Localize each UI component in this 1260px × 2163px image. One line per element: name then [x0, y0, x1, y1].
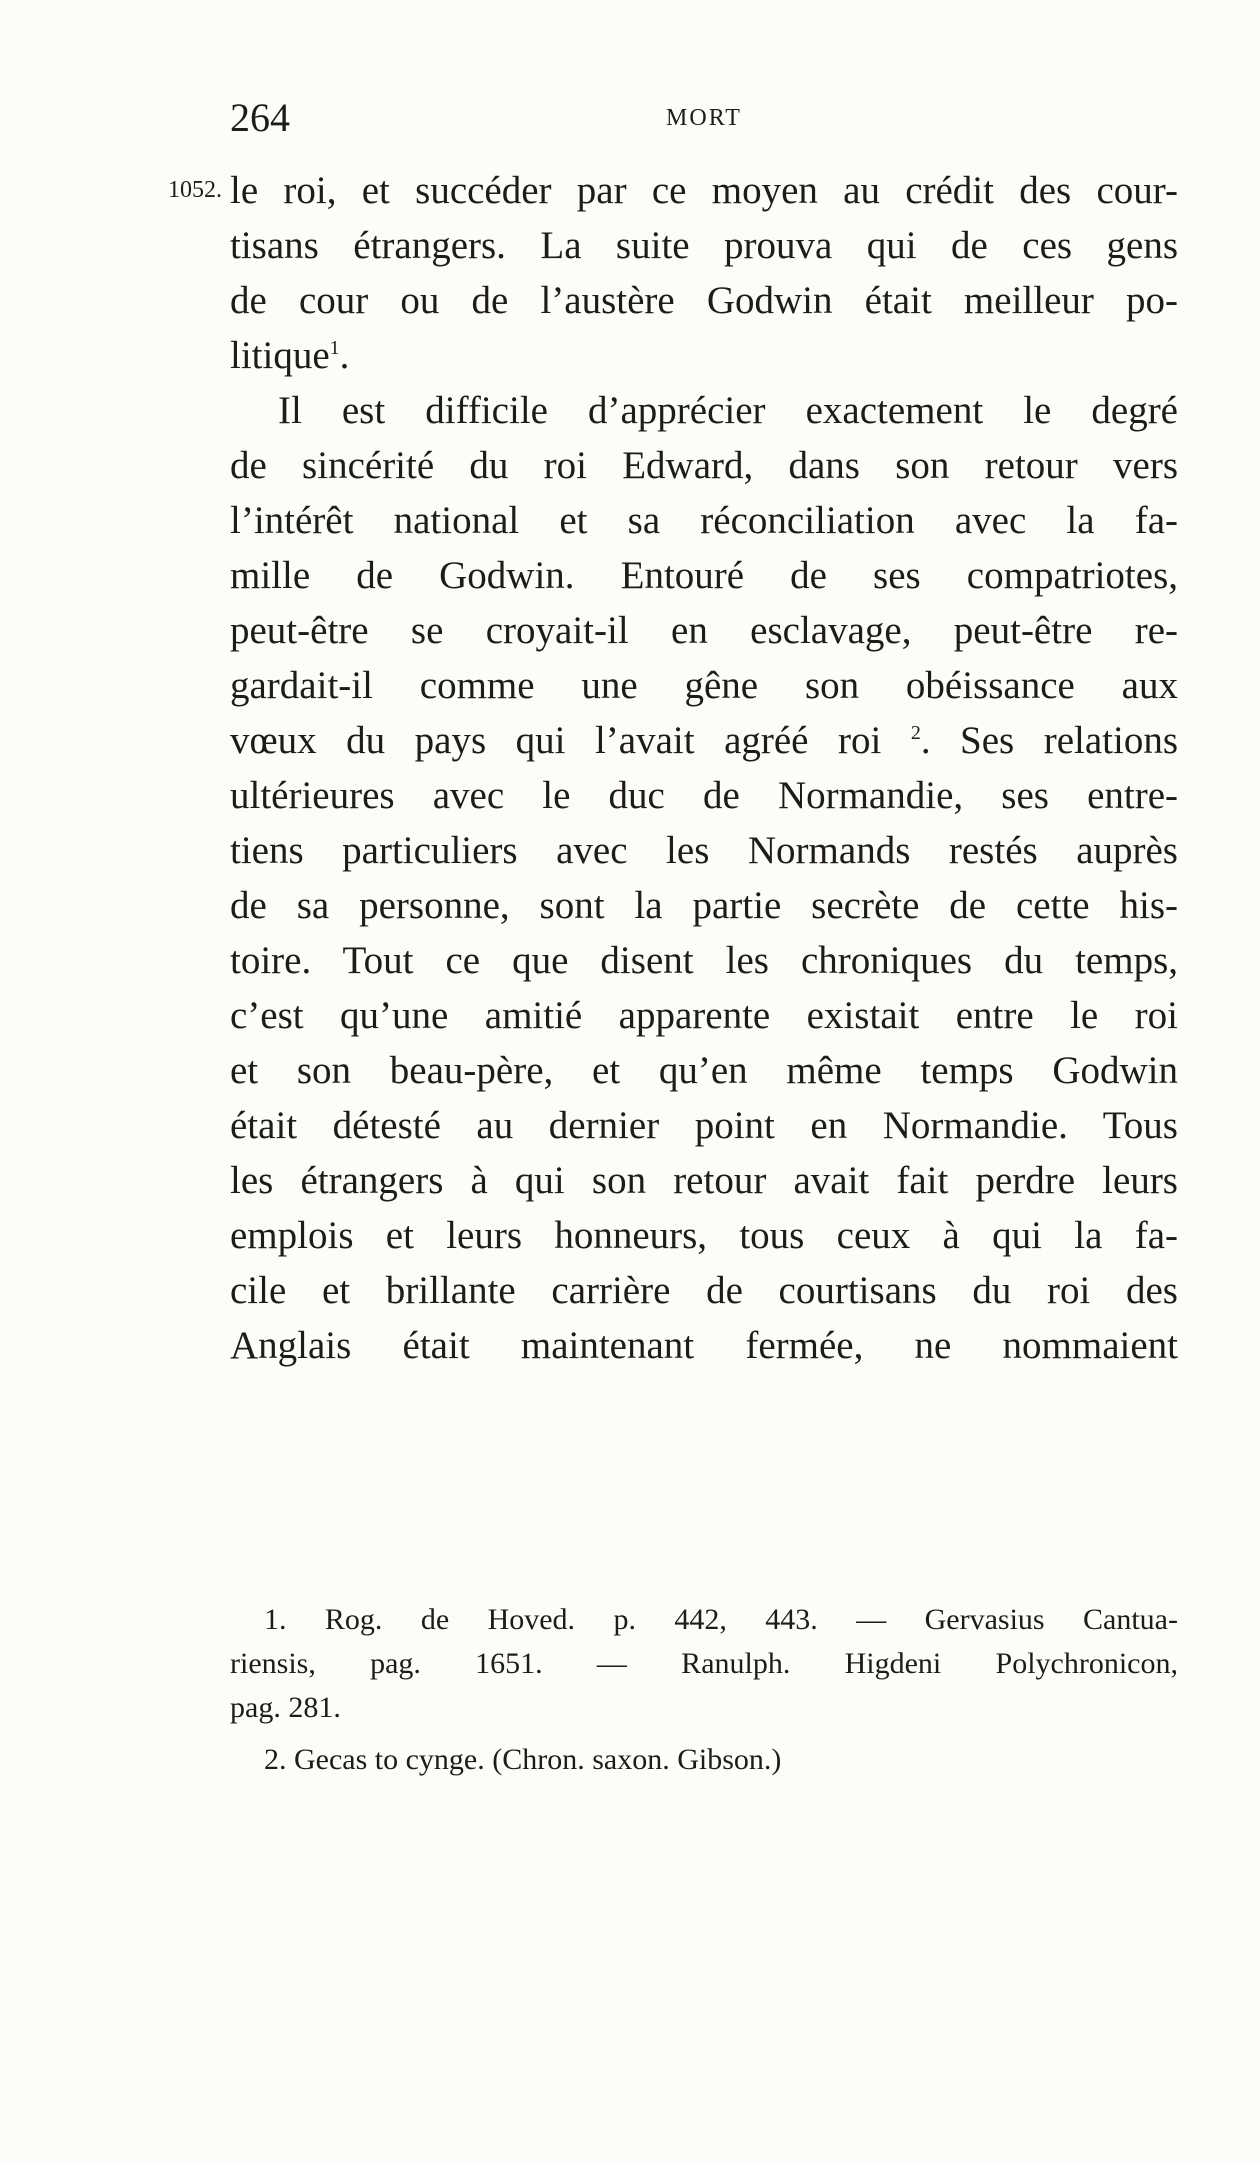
text-line: le roi, et succéder par ce moyen au crédit des cour- [230, 169, 1178, 212]
footnote-1-line: 1. Rog. de Hoved. p. 442, 443. — Gervasius Cantua- [264, 1603, 1178, 1636]
text-line: de sa personne, sont la partie secrète de cette his- [230, 884, 1178, 927]
text-line: de cour ou de l’austère Godwin était meilleur po- [230, 279, 1178, 322]
text-line-with-note [230, 713, 1178, 768]
paragraph-start-line: Il est difficile d’apprécier exactement le degré [278, 389, 1178, 432]
text-line: toire. Tout ce que disent les chroniques du temps, [230, 939, 1178, 982]
footnote-ref: 1 [329, 337, 340, 359]
text-line: gardait-il comme une gêne son obéissance aux [230, 664, 1178, 707]
text-fragment: . Ses relations [920, 719, 1179, 762]
text-line: emplois et leurs honneurs, tous ceux à qui la fa- [230, 1214, 1178, 1257]
text-line: tisans étrangers. La suite prouva qui de ces gens [230, 224, 1178, 267]
text-fragment: . [339, 334, 350, 377]
text-line: cile et brillante carrière de courtisans du roi des [230, 1269, 1178, 1312]
text-line: peut-être se croyait-il en esclavage, peut-être re- [230, 609, 1178, 652]
running-head: MORT [666, 105, 742, 131]
margin-year-note: 1052. [168, 177, 222, 203]
footnote-1-line: riensis, pag. 1651. — Ranulph. Higdeni Polychronicon, [230, 1647, 1178, 1680]
text-fragment: litique [230, 334, 330, 377]
page-header [230, 92, 1178, 144]
text-line: mille de Godwin. Entouré de ses compatriotes, [230, 554, 1178, 597]
text-fragment: vœux du pays qui l’avait agréé roi [230, 719, 882, 762]
text-line: était détesté au dernier point en Normandie. Tous [230, 1104, 1178, 1147]
text-line: l’intérêt national et sa réconciliation avec la fa- [230, 499, 1178, 542]
text-line: c’est qu’une amitié apparente existait entre le roi [230, 994, 1178, 1037]
text-line-with-note [230, 328, 349, 383]
text-line: Anglais était maintenant fermée, ne nommaient [230, 1324, 1178, 1367]
footnote-ref: 2 [910, 722, 921, 744]
text-line: et son beau-père, et qu’en même temps Godwin [230, 1049, 1178, 1092]
text-line: ultérieures avec le duc de Normandie, ses entre- [230, 774, 1178, 817]
footnote-1-line: pag. 281. [230, 1691, 341, 1724]
text-line: les étrangers à qui son retour avait fait perdre leurs [230, 1159, 1178, 1202]
page-number: 264 [230, 95, 290, 140]
footnote-2: 2. Gecas to cynge. (Chron. saxon. Gibson.) [264, 1743, 782, 1776]
text-line: de sincérité du roi Edward, dans son retour vers [230, 444, 1178, 487]
text-line: tiens particuliers avec les Normands restés auprès [230, 829, 1178, 872]
